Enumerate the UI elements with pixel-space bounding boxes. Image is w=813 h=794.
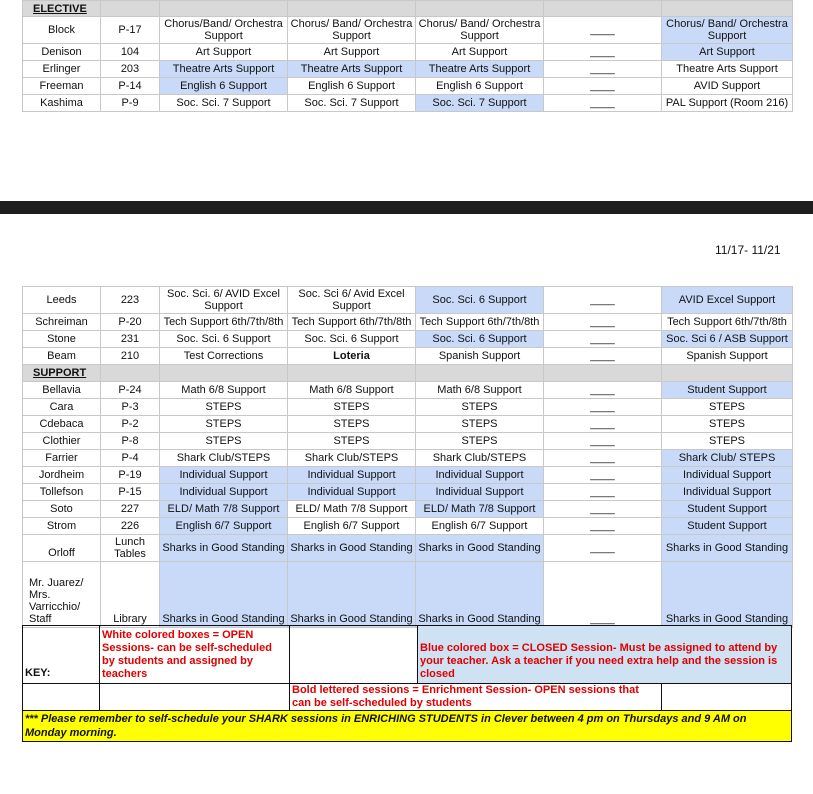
session-cell: Soc. Sci. 6 Support (416, 287, 544, 314)
section-header-row (23, 1, 793, 17)
teacher-name: Cara (23, 399, 101, 416)
session-cell: Sharks in Good Standing (288, 562, 416, 628)
table-row (23, 416, 793, 433)
teacher-name: Strom (23, 518, 101, 535)
session-cell: Math 6/8 Support (288, 382, 416, 399)
key-spacer (662, 684, 792, 711)
session-cell: Soc. Sci 6/ Avid Excel Support (288, 287, 416, 314)
section-label-elective: ELECTIVE (23, 1, 101, 17)
session-cell: Soc. Sci. 6 Support (288, 331, 416, 348)
session-cell: English 6/7 Support (288, 518, 416, 535)
table-row (23, 61, 793, 78)
session-cell: Theatre Arts Support (160, 61, 288, 78)
session-cell: Art Support (416, 44, 544, 61)
blank-line: ____ (544, 416, 662, 433)
session-cell: STEPS (416, 399, 544, 416)
session-cell: English 6 Support (160, 78, 288, 95)
session-cell: Spanish Support (416, 348, 544, 365)
session-cell: Art Support (160, 44, 288, 61)
session-cell: Theatre Arts Support (416, 61, 544, 78)
enrichment-session-cell: Loteria (288, 348, 416, 365)
teacher-name: Block (23, 17, 101, 44)
closed-session-legend: Blue colored box = CLOSED Session- Must be assigned to attend by your teacher. Ask a teacher if you need extra help and the session is closed (418, 626, 792, 684)
date-range: 11/17- 11/21 (715, 243, 781, 257)
session-cell: Shark Club/ STEPS (662, 450, 793, 467)
room-number: 231 (101, 331, 160, 348)
table-row (23, 331, 793, 348)
room-number: 227 (101, 501, 160, 518)
key-spacer (290, 626, 418, 684)
blank-line: ____ (544, 44, 662, 61)
teacher-name: Clothier (23, 433, 101, 450)
session-cell: Tech Support 6th/7th/8th (416, 314, 544, 331)
session-cell: Individual Support (662, 484, 793, 501)
teacher-name: Schreiman (23, 314, 101, 331)
session-cell: STEPS (160, 433, 288, 450)
teacher-name: Leeds (23, 287, 101, 314)
session-cell: AVID Support (662, 78, 793, 95)
session-cell: Art Support (662, 44, 793, 61)
key-legend (22, 625, 792, 742)
room-number: P-8 (101, 433, 160, 450)
room-number: 223 (101, 287, 160, 314)
session-cell: Soc. Sci 6 / ASB Support (662, 331, 793, 348)
session-cell: Theatre Arts Support (288, 61, 416, 78)
session-cell: Sharks in Good Standing (160, 562, 288, 628)
table-row (23, 484, 793, 501)
session-cell: Chorus/Band/ Orchestra Support (160, 17, 288, 44)
table-row (23, 450, 793, 467)
session-cell: Spanish Support (662, 348, 793, 365)
session-cell: Math 6/8 Support (416, 382, 544, 399)
session-cell: Individual Support (160, 484, 288, 501)
teacher-name: Stone (23, 331, 101, 348)
room-number: 210 (101, 348, 160, 365)
session-cell: Soc. Sci. 6 Support (416, 331, 544, 348)
session-cell: STEPS (288, 433, 416, 450)
session-cell: English 6/7 Support (160, 518, 288, 535)
enrichment-session-legend: Bold lettered sessions = Enrichment Session- OPEN sessions that can be self-scheduled by students (290, 684, 662, 711)
table-row (23, 314, 793, 331)
table-row (23, 467, 793, 484)
teacher-name: Soto (23, 501, 101, 518)
session-cell: STEPS (288, 399, 416, 416)
open-session-legend: White colored boxes = OPEN Sessions- can be self-scheduled by students and assigned by teachers (100, 626, 290, 684)
session-cell: STEPS (662, 416, 793, 433)
teacher-name: Denison (23, 44, 101, 61)
session-cell: PAL Support (Room 216) (662, 95, 793, 112)
room-number: P-2 (101, 416, 160, 433)
teacher-name: Beam (23, 348, 101, 365)
room-number: P-17 (101, 17, 160, 44)
blank-line: ____ (544, 562, 662, 628)
session-cell: Tech Support 6th/7th/8th (288, 314, 416, 331)
session-cell: Individual Support (160, 467, 288, 484)
session-cell: ELD/ Math 7/8 Support (160, 501, 288, 518)
session-cell: Tech Support 6th/7th/8th (662, 314, 793, 331)
session-cell: Shark Club/STEPS (160, 450, 288, 467)
session-cell: Sharks in Good Standing (288, 535, 416, 562)
session-cell: Math 6/8 Support (160, 382, 288, 399)
session-cell: STEPS (662, 399, 793, 416)
key-spacer (23, 684, 100, 711)
session-cell: Sharks in Good Standing (662, 535, 793, 562)
room-number: P-20 (101, 314, 160, 331)
table-row (23, 535, 793, 562)
teacher-name: Kashima (23, 95, 101, 112)
session-cell: English 6/7 Support (416, 518, 544, 535)
section-header-row (23, 365, 793, 382)
room-number: P-24 (101, 382, 160, 399)
session-cell: English 6 Support (288, 78, 416, 95)
teacher-name: Tollefson (23, 484, 101, 501)
session-cell: STEPS (416, 433, 544, 450)
table-row (23, 348, 793, 365)
session-cell: Soc. Sci. 6 Support (160, 331, 288, 348)
section-label-support: SUPPORT (23, 365, 101, 382)
blank-line: ____ (544, 433, 662, 450)
session-cell: Shark Club/STEPS (288, 450, 416, 467)
session-cell: Sharks in Good Standing (416, 535, 544, 562)
elective-schedule-table-top (22, 0, 793, 112)
teacher-name: Orloff (23, 535, 101, 562)
teacher-name: Bellavia (23, 382, 101, 399)
teacher-name: Jordheim (23, 467, 101, 484)
session-cell: Sharks in Good Standing (662, 562, 793, 628)
room-number: 203 (101, 61, 160, 78)
room-number: P-15 (101, 484, 160, 501)
blank-line: ____ (544, 484, 662, 501)
blank-line: ____ (544, 287, 662, 314)
key-spacer (100, 684, 290, 711)
session-cell: Individual Support (416, 484, 544, 501)
session-cell: ELD/ Math 7/8 Support (288, 501, 416, 518)
blank-line: ____ (544, 331, 662, 348)
session-cell: ELD/ Math 7/8 Support (416, 501, 544, 518)
blank-line: ____ (544, 399, 662, 416)
room-number: P-4 (101, 450, 160, 467)
teacher-name: Farrier (23, 450, 101, 467)
session-cell: STEPS (160, 399, 288, 416)
session-cell: Shark Club/STEPS (416, 450, 544, 467)
session-cell: Individual Support (288, 484, 416, 501)
session-cell: Individual Support (288, 467, 416, 484)
table-row (23, 17, 793, 44)
table-row (23, 78, 793, 95)
blank-line: ____ (544, 518, 662, 535)
session-cell: Chorus/ Band/ Orchestra Support (288, 17, 416, 44)
session-cell: Soc. Sci. 7 Support (416, 95, 544, 112)
session-cell: STEPS (160, 416, 288, 433)
blank-line: ____ (544, 61, 662, 78)
blank-line: ____ (544, 382, 662, 399)
blank-line: ____ (544, 78, 662, 95)
session-cell: Individual Support (662, 467, 793, 484)
session-cell: STEPS (662, 433, 793, 450)
blank-line: ____ (544, 501, 662, 518)
blank-line: ____ (544, 450, 662, 467)
session-cell: Student Support (662, 501, 793, 518)
session-cell: Chorus/ Band/ Orchestra Support (416, 17, 544, 44)
session-cell: Tech Support 6th/7th/8th (160, 314, 288, 331)
support-schedule-table (22, 286, 793, 628)
teacher-name: Freeman (23, 78, 101, 95)
room-number: P-9 (101, 95, 160, 112)
blank-line: ____ (544, 535, 662, 562)
session-cell: Student Support (662, 518, 793, 535)
table-row (23, 287, 793, 314)
page-break-band (0, 201, 813, 214)
table-row (23, 518, 793, 535)
room-number: Library (101, 562, 160, 628)
reminder-banner: *** Please remember to self-schedule your SHARK sessions in ENRICHING STUDENTS in Clever between 4 pm on Thursdays and 9 AM on Monday morning. (23, 711, 792, 742)
session-cell: STEPS (288, 416, 416, 433)
session-cell: Student Support (662, 382, 793, 399)
session-cell: AVID Excel Support (662, 287, 793, 314)
blank-line: ____ (544, 17, 662, 44)
room-number: P-14 (101, 78, 160, 95)
session-cell: Sharks in Good Standing (416, 562, 544, 628)
table-row (23, 95, 793, 112)
session-cell: Sharks in Good Standing (160, 535, 288, 562)
blank-line: ____ (544, 314, 662, 331)
table-row (23, 501, 793, 518)
table-row (23, 382, 793, 399)
room-number: P-3 (101, 399, 160, 416)
blank-line: ____ (544, 95, 662, 112)
table-row (23, 433, 793, 450)
room-number: P-19 (101, 467, 160, 484)
session-cell: Individual Support (416, 467, 544, 484)
table-row (23, 44, 793, 61)
session-cell: STEPS (416, 416, 544, 433)
room-number: 104 (101, 44, 160, 61)
teacher-name: Erlinger (23, 61, 101, 78)
session-cell: Soc. Sci. 6/ AVID Excel Support (160, 287, 288, 314)
room-number: 226 (101, 518, 160, 535)
session-cell: Chorus/ Band/ Orchestra Support (662, 17, 793, 44)
table-row (23, 399, 793, 416)
teacher-name: Mr. Juarez/ Mrs. Varricchio/ Staff (23, 562, 101, 628)
session-cell: Soc. Sci. 7 Support (160, 95, 288, 112)
blank-line: ____ (544, 467, 662, 484)
session-cell: Theatre Arts Support (662, 61, 793, 78)
session-cell: Art Support (288, 44, 416, 61)
session-cell: English 6 Support (416, 78, 544, 95)
blank-line: ____ (544, 348, 662, 365)
room-number: Lunch Tables (101, 535, 160, 562)
table-row (23, 562, 793, 628)
key-label: KEY: (23, 626, 100, 684)
session-cell: Soc. Sci. 7 Support (288, 95, 416, 112)
session-cell: Test Corrections (160, 348, 288, 365)
teacher-name: Cdebaca (23, 416, 101, 433)
